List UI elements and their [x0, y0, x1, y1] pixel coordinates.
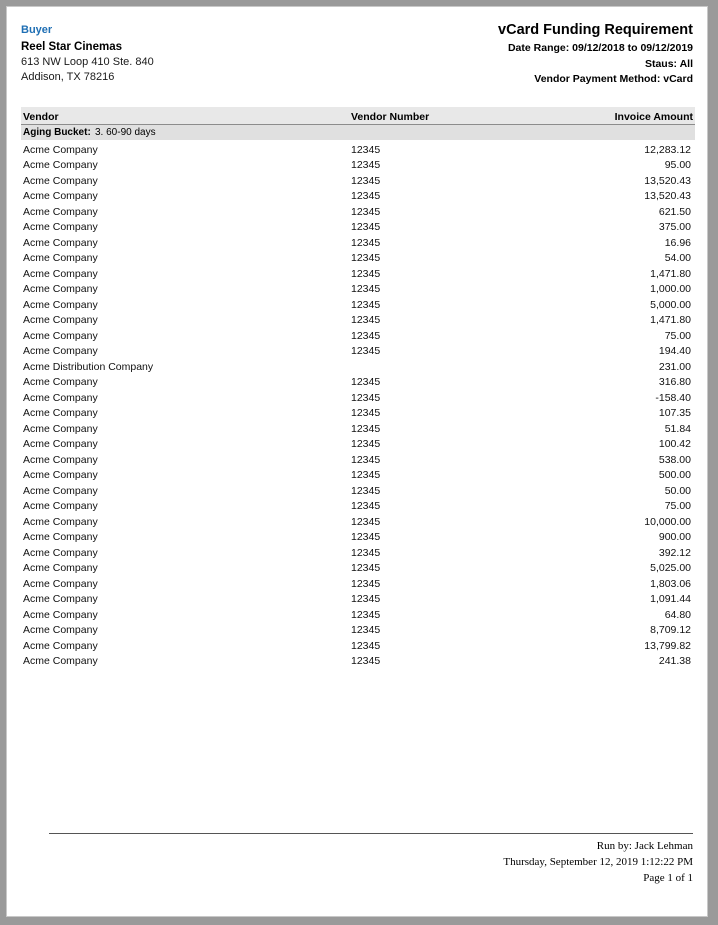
table-row	[21, 544, 695, 560]
payment-method-filter: Vendor Payment Method: vCard	[534, 73, 693, 85]
cell-invoice-amount-text: 16.96	[664, 236, 691, 249]
cell-vendor-number-text: 12345	[351, 469, 381, 482]
cell-vendor-text: Acme Company	[23, 407, 98, 420]
cell-invoice-amount-text: 241.38	[658, 655, 691, 668]
cell-invoice-amount-text: 538.00	[658, 453, 691, 466]
cell-vendor-text: Acme Company	[23, 329, 98, 342]
cell-invoice-amount-text: 1,471.80	[650, 314, 691, 327]
cell-invoice-amount-text: 231.00	[658, 360, 691, 373]
table-row	[21, 436, 695, 452]
table-row	[21, 591, 695, 607]
table-row	[21, 606, 695, 622]
aging-bucket-value: 3. 60-90 days	[95, 127, 156, 138]
cell-vendor-text: Acme Company	[23, 577, 98, 590]
cell-vendor-text: Acme Company	[23, 546, 98, 559]
cell-vendor-number-text: 12345	[351, 624, 381, 637]
aging-bucket-label: Aging Bucket:	[23, 127, 91, 138]
column-header-vendor-number-label: Vendor Number	[351, 110, 430, 123]
cell-invoice-amount-text: 107.35	[658, 407, 691, 420]
cell-vendor-number-text: 12345	[351, 484, 381, 497]
cell-vendor-text: Acme Company	[23, 252, 98, 265]
cell-vendor-text: Acme Company	[23, 562, 98, 575]
cell-vendor-number-text: 12345	[351, 515, 381, 528]
buyer-block	[21, 23, 154, 85]
column-header-vendor-label: Vendor	[23, 110, 59, 123]
buyer-address-line-1: 613 NW Loop 410 Ste. 840	[21, 56, 154, 68]
status-filter: Staus: All	[644, 57, 693, 70]
table-row	[21, 622, 695, 638]
cell-vendor-text: Acme Company	[23, 190, 98, 203]
table-row	[21, 560, 695, 576]
cell-vendor-number-text: 12345	[351, 236, 381, 249]
cell-invoice-amount-text: 1,803.06	[650, 577, 691, 590]
column-header-invoice-amount	[526, 107, 695, 125]
cell-vendor-number-text: 12345	[351, 407, 381, 420]
cell-vendor-text: Acme Company	[23, 174, 98, 187]
report-footer	[49, 833, 693, 886]
report-page	[6, 6, 708, 917]
cell-vendor-text: Acme Company	[23, 484, 98, 497]
table-row	[21, 420, 695, 436]
table-row	[21, 358, 695, 374]
cell-vendor-number-text: 12345	[351, 174, 381, 187]
cell-vendor-text: Acme Company	[23, 438, 98, 451]
table-row	[21, 653, 695, 669]
cell-invoice-amount-text: 54.00	[664, 252, 691, 265]
cell-invoice-amount-text: 8,709.12	[650, 624, 691, 637]
cell-invoice-amount-text: 12,283.12	[644, 143, 691, 156]
cell-invoice-amount-text: 5,025.00	[650, 562, 691, 575]
cell-invoice-amount-text: 316.80	[658, 376, 691, 389]
cell-vendor-number-text: 12345	[351, 190, 381, 203]
column-header-vendor-number	[351, 107, 526, 125]
cell-vendor-text: Acme Company	[23, 205, 98, 218]
cell-invoice-amount-text: 392.12	[658, 546, 691, 559]
cell-vendor-number-text: 12345	[351, 500, 381, 513]
cell-vendor-number-text: 12345	[351, 143, 381, 156]
cell-vendor-number-text: 12345	[351, 391, 381, 404]
column-header-invoice-amount-label: Invoice Amount	[614, 110, 693, 123]
cell-vendor-number-text: 12345	[351, 329, 381, 342]
table-row	[21, 513, 695, 529]
cell-invoice-amount-text: 75.00	[664, 500, 691, 513]
cell-vendor-number-text: 12345	[351, 531, 381, 544]
footer-run-date: Thursday, September 12, 2019 1:12:22 PM	[503, 856, 693, 868]
cell-vendor-text: Acme Company	[23, 221, 98, 234]
cell-vendor-text: Acme Company	[23, 608, 98, 621]
cell-vendor-text: Acme Company	[23, 391, 98, 404]
cell-vendor-text: Acme Company	[23, 143, 98, 156]
buyer-label: Buyer	[21, 24, 53, 36]
cell-invoice-amount-text: 64.80	[664, 608, 691, 621]
table-row	[21, 265, 695, 281]
aging-bucket-row	[21, 125, 695, 141]
buyer-address-line-2: Addison, TX 78216	[21, 71, 115, 83]
cell-invoice-amount-text: 621.50	[658, 205, 691, 218]
table-row	[21, 529, 695, 545]
cell-invoice-amount-text: 1,000.00	[650, 283, 691, 296]
cell-invoice-amount-text: 50.00	[664, 484, 691, 497]
cell-vendor-number-text: 12345	[351, 608, 381, 621]
cell-invoice-amount-text: 13,799.82	[644, 639, 691, 652]
cell-vendor-number-text: 12345	[351, 546, 381, 559]
cell-vendor-number-text: 12345	[351, 453, 381, 466]
cell-vendor-number-text: 12345	[351, 314, 381, 327]
cell-vendor-number-text: 12345	[351, 422, 381, 435]
cell-vendor-text: Acme Company	[23, 236, 98, 249]
cell-invoice-amount-text: 75.00	[664, 329, 691, 342]
table-row	[21, 405, 695, 421]
table-row	[21, 498, 695, 514]
table-row	[21, 327, 695, 343]
cell-vendor-number-text: 12345	[351, 639, 381, 652]
cell-vendor-text: Acme Company	[23, 422, 98, 435]
cell-vendor-text: Acme Company	[23, 298, 98, 311]
cell-vendor-number-text: 12345	[351, 438, 381, 451]
cell-vendor-text: Acme Company	[23, 159, 98, 172]
cell-invoice-amount-text: 13,520.43	[644, 174, 691, 187]
table-row	[21, 219, 695, 235]
table-row	[21, 203, 695, 219]
cell-vendor-text: Acme Company	[23, 515, 98, 528]
cell-vendor-text: Acme Company	[23, 469, 98, 482]
report-title-block	[498, 21, 693, 87]
cell-vendor-text: Acme Company	[23, 531, 98, 544]
cell-invoice-amount-text: 95.00	[664, 159, 691, 172]
cell-vendor-number-text: 12345	[351, 159, 381, 172]
table-row	[21, 389, 695, 405]
cell-vendor-text: Acme Company	[23, 453, 98, 466]
invoice-table	[21, 107, 695, 668]
table-row	[21, 234, 695, 250]
cell-invoice-amount	[526, 651, 695, 669]
cell-invoice-amount-text: -158.40	[655, 391, 691, 404]
cell-vendor-number-text: 12345	[351, 267, 381, 280]
cell-invoice-amount-text: 100.42	[658, 438, 691, 451]
cell-invoice-amount-text: 900.00	[658, 531, 691, 544]
footer-page-number: Page 1 of 1	[643, 872, 693, 884]
cell-vendor-text: Acme Company	[23, 655, 98, 668]
table-row	[21, 482, 695, 498]
cell-invoice-amount-text: 375.00	[658, 221, 691, 234]
table-row	[21, 281, 695, 297]
table-row	[21, 343, 695, 359]
table-row	[21, 467, 695, 483]
cell-vendor-text: Acme Company	[23, 267, 98, 280]
table-row	[21, 312, 695, 328]
table-row	[21, 250, 695, 266]
table-header-row	[21, 107, 695, 125]
cell-vendor-text: Acme Company	[23, 314, 98, 327]
footer-run-by: Run by: Jack Lehman	[596, 840, 693, 852]
cell-vendor-text: Acme Company	[23, 624, 98, 637]
table-body	[21, 141, 695, 668]
cell-vendor-text: Acme Company	[23, 593, 98, 606]
cell-vendor-number-text: 12345	[351, 221, 381, 234]
cell-vendor-number-text: 12345	[351, 562, 381, 575]
cell-vendor-text: Acme Company	[23, 283, 98, 296]
buyer-name: Reel Star Cinemas	[21, 41, 122, 53]
cell-invoice-amount-text: 194.40	[658, 345, 691, 358]
cell-invoice-amount-text: 10,000.00	[644, 515, 691, 528]
cell-invoice-amount-text: 5,000.00	[650, 298, 691, 311]
table-row	[21, 374, 695, 390]
cell-invoice-amount-text: 51.84	[664, 422, 691, 435]
cell-vendor-number-text: 12345	[351, 345, 381, 358]
cell-vendor-text: Acme Company	[23, 376, 98, 389]
table-row	[21, 172, 695, 188]
table-row	[21, 637, 695, 653]
cell-vendor-text: Acme Company	[23, 500, 98, 513]
table-row	[21, 157, 695, 173]
page-title: vCard Funding Requirement	[498, 22, 693, 38]
cell-invoice-amount-text: 500.00	[658, 469, 691, 482]
table-row	[21, 141, 695, 157]
cell-vendor-number-text: 12345	[351, 376, 381, 389]
cell-invoice-amount-text: 1,471.80	[650, 267, 691, 280]
cell-vendor-text: Acme Distribution Company	[23, 360, 154, 373]
cell-vendor-text: Acme Company	[23, 345, 98, 358]
date-range: Date Range: 09/12/2018 to 09/12/2019	[507, 42, 693, 54]
cell-vendor-text: Acme Company	[23, 639, 98, 652]
cell-vendor	[21, 651, 351, 669]
cell-vendor-number-text: 12345	[351, 593, 381, 606]
report-header	[7, 7, 707, 93]
cell-vendor-number-text: 12345	[351, 577, 381, 590]
cell-vendor-number-text: 12345	[351, 298, 381, 311]
cell-vendor-number-text: 12345	[351, 283, 381, 296]
cell-vendor-number	[351, 651, 526, 669]
cell-vendor-number-text: 12345	[351, 655, 381, 668]
table-row	[21, 451, 695, 467]
cell-invoice-amount-text: 13,520.43	[644, 190, 691, 203]
cell-vendor-number	[351, 341, 526, 359]
table-row	[21, 188, 695, 204]
cell-invoice-amount-text: 1,091.44	[650, 593, 691, 606]
cell-vendor-number-text: 12345	[351, 205, 381, 218]
table-row	[21, 575, 695, 591]
table-row	[21, 296, 695, 312]
cell-vendor-number-text: 12345	[351, 252, 381, 265]
column-header-vendor	[21, 107, 351, 125]
